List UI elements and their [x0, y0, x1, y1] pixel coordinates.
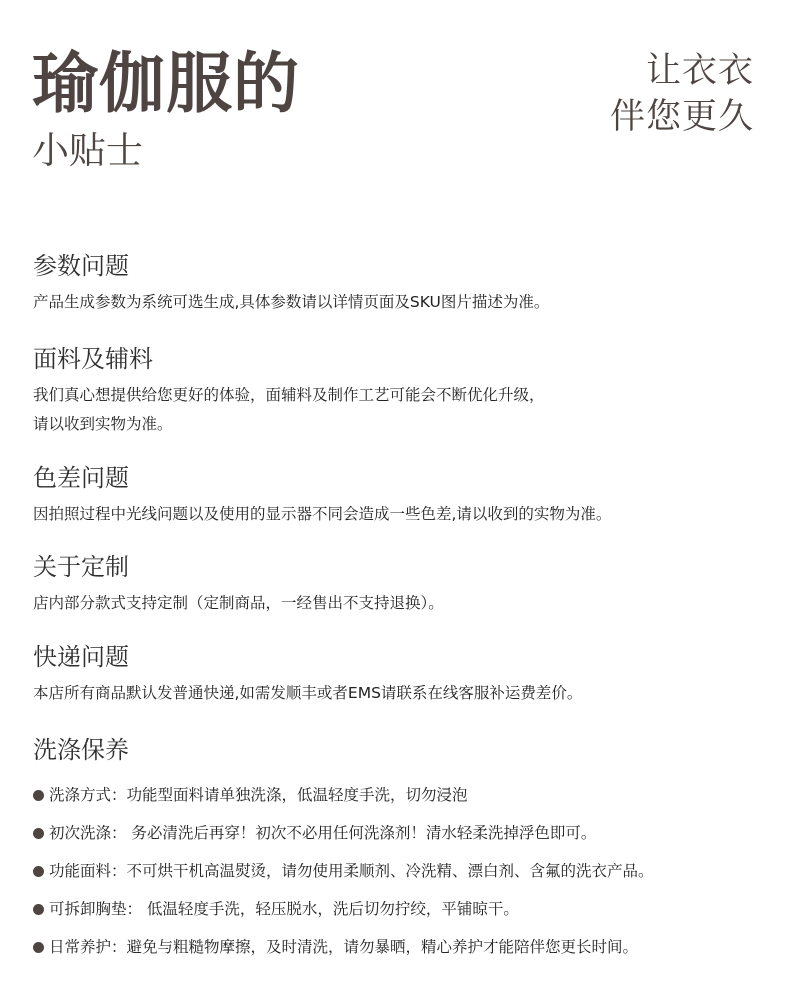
section-parameters	[33, 250, 770, 317]
bullet-icon	[33, 942, 44, 953]
section-title: 色差问题	[33, 464, 129, 492]
section-text: 店内部分款式支持定制（定制商品，一经售出不支持退换）。	[33, 594, 444, 612]
section-text: 产品生成参数为系统可选生成,具体参数请以详情页面及SKU图片描述为准。	[33, 293, 550, 311]
care-item-text: 功能面料：不可烘干机高温熨烫，请勿使用柔顺剂、冷洗精、漂白剂、含氟的洗衣产品。	[49, 862, 654, 880]
section-title: 洗涤保养	[33, 736, 129, 764]
page-title: 瑜伽服的	[32, 45, 300, 122]
care-item	[33, 852, 770, 890]
care-item-text: 可拆卸胸垫： 低温轻度手洗，轻压脱水，洗后切勿拧绞，平铺晾干。	[49, 900, 519, 918]
section-color-difference	[33, 462, 770, 529]
slogan	[610, 48, 754, 140]
section-text: 我们真心想提供给您更好的体验，面辅料及制作工艺可能会不断优化升级，	[33, 386, 545, 404]
care-item-text: 洗涤方式：功能型面料请单独洗涤，低温轻度手洗，切勿浸泡	[49, 786, 468, 804]
bullet-icon	[33, 828, 44, 839]
section-body	[33, 288, 770, 317]
section-body	[33, 679, 770, 708]
section-text: 本店所有商品默认发普通快递,如需发顺丰或者EMS请联系在线客服补运费差价。	[33, 684, 583, 702]
care-item-text: 日常养护：避免与粗糙物摩擦，及时清洗，请勿暴晒，精心养护才能陪伴您更长时间。	[49, 938, 639, 956]
section-fabric	[33, 343, 770, 439]
section-shipping	[33, 641, 770, 708]
care-list	[33, 776, 770, 966]
section-body	[33, 500, 770, 529]
care-item	[33, 776, 770, 814]
section-title: 参数问题	[33, 252, 129, 280]
care-item	[33, 890, 770, 928]
section-body	[33, 589, 770, 618]
slogan-line: 让衣衣	[645, 51, 754, 91]
slogan-line: 伴您更久	[609, 97, 754, 137]
section-body	[33, 381, 770, 439]
section-customization	[33, 551, 770, 618]
care-item	[33, 928, 770, 966]
section-care	[33, 734, 770, 966]
section-title: 关于定制	[33, 553, 129, 581]
care-item-text: 初次洗涤： 务必清洗后再穿！初次不必用任何洗涤剂！清水轻柔洗掉浮色即可。	[49, 824, 597, 842]
care-item	[33, 814, 770, 852]
section-title: 快递问题	[33, 643, 129, 671]
bullet-icon	[33, 866, 44, 877]
bullet-icon	[33, 904, 44, 915]
bullet-icon	[33, 790, 44, 801]
section-text: 请以收到实物为准。	[33, 415, 173, 433]
section-text: 因拍照过程中光线问题以及使用的显示器不同会造成一些色差,请以收到的实物为准。	[33, 505, 612, 523]
section-title: 面料及辅料	[33, 345, 153, 373]
page-subtitle: 小贴士	[32, 129, 143, 172]
